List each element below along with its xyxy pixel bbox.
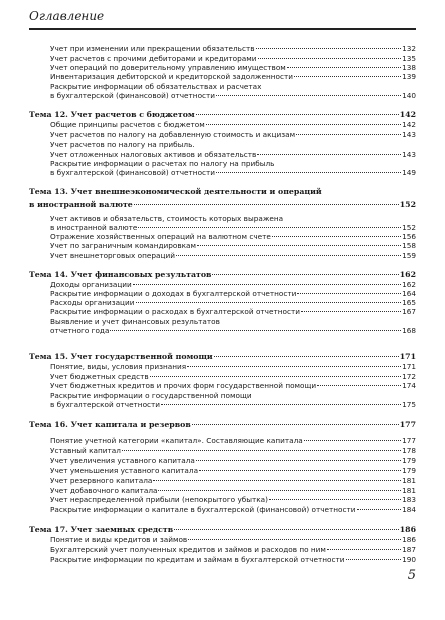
toc-entry-title: Доходы организации	[50, 280, 132, 289]
toc-entry-title: Понятие учетной категории «капитал». Составляющие капитала	[50, 436, 303, 445]
toc-entry[interactable]	[50, 241, 416, 250]
dot-leader	[134, 204, 399, 205]
toc-entry[interactable]	[50, 372, 416, 381]
toc-entry[interactable]	[50, 362, 416, 371]
toc-entry-title: в бухгалтерской (финансовой) отчетности	[50, 91, 216, 100]
toc-page-number: 132	[402, 44, 416, 53]
toc-entry-title: Учет нераспределенной прибыли (непокрытого убытка)	[50, 495, 269, 504]
toc-entry-title: Тема 17. Учет заемных средств	[29, 525, 174, 534]
toc-entry-continued: Раскрытие информации об обязательствах и расчетах	[50, 82, 262, 91]
toc-entry-title: Уставный капитал	[50, 446, 121, 455]
dot-leader	[188, 539, 401, 540]
toc-entry[interactable]	[50, 446, 416, 455]
toc-entry[interactable]	[50, 251, 416, 260]
toc-entry[interactable]	[50, 456, 416, 465]
toc-entry[interactable]	[50, 495, 416, 504]
toc-page-number: 179	[402, 456, 416, 465]
toc-entry[interactable]	[50, 400, 416, 409]
toc-page-number: 181	[402, 476, 416, 485]
toc-entry-title: Инвентаризация дебиторской и кредиторской задолженности	[50, 72, 293, 81]
toc-page-number: 138	[402, 63, 416, 72]
toc-entry[interactable]	[50, 72, 416, 81]
toc-entry[interactable]	[50, 130, 416, 139]
toc-entry-title: Учет увеличения уставного капитала	[50, 456, 195, 465]
toc-entry[interactable]	[50, 436, 416, 445]
dot-leader	[346, 559, 401, 560]
dot-leader	[304, 440, 401, 441]
toc-page-number: 143	[402, 130, 416, 139]
toc-entry-title: Понятие и виды кредитов и займов	[50, 535, 188, 544]
dot-leader	[197, 245, 401, 246]
dot-leader	[153, 480, 401, 481]
toc-page-number: 190	[402, 555, 416, 564]
dot-leader	[176, 255, 401, 256]
toc-section-heading[interactable]	[29, 525, 416, 534]
toc-page-number: 156	[402, 232, 416, 241]
dot-leader	[269, 499, 401, 500]
toc-page-number: 171	[402, 362, 416, 371]
toc-page-number: 142	[399, 110, 416, 119]
dot-leader	[216, 95, 401, 96]
dot-leader	[287, 67, 401, 68]
toc-entry[interactable]	[50, 168, 416, 177]
toc-entry-title: Учет отложенных налоговых активов и обязательств	[50, 150, 257, 159]
toc-entry[interactable]	[50, 91, 416, 100]
toc-entry-title: Тема 15. Учет государственной помощи	[29, 352, 213, 361]
toc-entry[interactable]	[50, 289, 416, 298]
toc-entry[interactable]	[50, 63, 416, 72]
toc-entry-title: Тема 14. Учет финансовых результатов	[29, 270, 212, 279]
dot-leader	[206, 124, 401, 125]
toc-section-heading: Тема 13. Учет внешнеэкономической деятельности и операций	[29, 187, 322, 196]
toc-entry-title: Учет расчетов с прочими дебиторами и кредиторами	[50, 54, 257, 63]
dot-leader	[196, 114, 399, 115]
dot-leader	[257, 154, 401, 155]
toc-page-number: 172	[402, 372, 416, 381]
toc-page-number: 140	[402, 91, 416, 100]
dot-leader	[158, 490, 401, 491]
toc-entry-title: Учет уменьшения уставного капитала	[50, 466, 199, 475]
dot-leader	[296, 134, 401, 135]
toc-page-number: 139	[402, 72, 416, 81]
toc-entry-title: Учет резервного капитала	[50, 476, 153, 485]
toc-entry-title: Раскрытие информации о капитале в бухгалтерской (финансовой) отчетности	[50, 505, 356, 514]
dot-leader	[122, 450, 401, 451]
toc-entry[interactable]	[50, 223, 416, 232]
toc-page-number: 183	[402, 495, 416, 504]
toc-entry[interactable]	[50, 555, 416, 564]
dot-leader	[327, 549, 401, 550]
toc-section-heading[interactable]	[29, 110, 416, 119]
dot-leader	[192, 424, 399, 425]
dot-leader	[187, 366, 401, 367]
toc-entry-title: Общие принципы расчетов с бюджетом	[50, 120, 205, 129]
toc-entry[interactable]	[50, 54, 416, 63]
toc-entry-title: в бухгалтерской отчетности	[50, 400, 161, 409]
toc-entry[interactable]	[50, 326, 416, 335]
toc-entry-title: Раскрытие информации по кредитам и займам в бухгалтерской отчетности	[50, 555, 345, 564]
dot-leader	[150, 376, 401, 377]
dot-leader	[317, 385, 401, 386]
dot-leader	[294, 76, 401, 77]
toc-entry[interactable]	[50, 120, 416, 129]
dot-leader	[174, 529, 399, 530]
toc-entry[interactable]	[50, 466, 416, 475]
toc-page-number: 178	[402, 446, 416, 455]
toc-entry-continued: Учет активов и обязательств, стоимость которых выражена	[50, 214, 284, 223]
dot-leader	[133, 284, 401, 285]
toc-page-number: 171	[399, 352, 416, 361]
dot-leader	[216, 172, 401, 173]
toc-entry-title: Раскрытие информации о доходах в бухгалтерской отчетности	[50, 289, 297, 298]
toc-entry-title: Учет добавочного капитала	[50, 486, 158, 495]
toc-entry-title: Отражение хозяйственных операций на валютном счете	[50, 232, 271, 241]
toc-entry-title: Тема 12. Учет расчетов с бюджетом	[29, 110, 195, 119]
dot-leader	[214, 356, 399, 357]
toc-page-number: 165	[402, 298, 416, 307]
toc-entry-title: Учет расчетов по налогу на добавленную стоимость и акцизам	[50, 130, 296, 139]
toc-entry-continued: Выявление и учет финансовых результатов	[50, 317, 220, 326]
toc-page-number: 167	[402, 307, 416, 316]
toc-entry-title: Расходы организации	[50, 298, 135, 307]
toc-entry[interactable]	[50, 476, 416, 485]
toc-section-heading[interactable]	[29, 200, 416, 209]
toc-entry-title: Раскрытие информации о расходах в бухгалтерской отчетности	[50, 307, 300, 316]
toc-section-heading[interactable]	[29, 352, 416, 361]
toc-entry[interactable]	[50, 232, 416, 241]
toc-page-number: 152	[399, 200, 416, 209]
toc-entry-title: Учет операций по доверительному управлению имуществом	[50, 63, 286, 72]
toc-entry-title: Бухгалтерский учет полученных кредитов и займов и расходов по ним	[50, 545, 326, 554]
toc-entry[interactable]	[50, 298, 416, 307]
toc-entry-title: Понятие, виды, условия признания	[50, 362, 187, 371]
running-header: Оглавление	[29, 9, 105, 23]
dot-leader	[258, 58, 402, 59]
page-number: 5	[407, 568, 416, 583]
toc-page-number: 158	[402, 241, 416, 250]
dot-leader	[272, 236, 401, 237]
toc-page-number: 162	[399, 270, 416, 279]
toc-entry-title: Учет бюджетных кредитов и прочих форм государственной помощи	[50, 381, 317, 390]
dot-leader	[199, 470, 401, 471]
toc-entry-continued: Учет расчетов по налогу на прибыль.	[50, 140, 195, 149]
toc-entry-continued: Раскрытие информации о государственной помощи	[50, 391, 252, 400]
toc-page-number: 174	[402, 381, 416, 390]
dot-leader	[161, 404, 401, 405]
toc-page-number: 177	[402, 436, 416, 445]
toc-entry[interactable]	[50, 381, 416, 390]
toc-page-number: 142	[402, 120, 416, 129]
header-rule	[29, 28, 416, 30]
toc-entry-title: Тема 16. Учет капитала и резервов	[29, 420, 191, 429]
dot-leader	[196, 460, 401, 461]
dot-leader	[357, 509, 402, 510]
toc-page-number: 177	[399, 420, 416, 429]
toc-entry-title: Учет при изменении или прекращении обязательств	[50, 44, 255, 53]
toc-page-number: 152	[402, 223, 416, 232]
toc-page-number: 186	[399, 525, 416, 534]
toc-entry[interactable]	[50, 545, 416, 554]
toc-page-number: 143	[402, 150, 416, 159]
toc-page-number: 181	[402, 486, 416, 495]
toc-page-number: 187	[402, 545, 416, 554]
toc-entry-continued: Раскрытие информации о расчетах по налогу на прибыль	[50, 159, 275, 168]
toc-page-number: 149	[402, 168, 416, 177]
dot-leader	[110, 330, 401, 331]
toc-entry-title: в иностранной валюте	[50, 223, 138, 232]
toc-entry-title: Учет бюджетных средств	[50, 372, 149, 381]
toc-entry-title: Учет по заграничным командировкам	[50, 241, 197, 250]
toc-entry[interactable]	[50, 307, 416, 316]
dot-leader	[256, 48, 401, 49]
dot-leader	[301, 311, 401, 312]
dot-leader	[212, 274, 398, 275]
toc-entry[interactable]	[50, 150, 416, 159]
toc-page-number: 164	[402, 289, 416, 298]
toc-entry[interactable]	[50, 505, 416, 514]
toc-section-heading[interactable]	[29, 270, 416, 279]
toc-page-number: 184	[402, 505, 416, 514]
toc-page-number: 135	[402, 54, 416, 63]
toc-entry[interactable]	[50, 280, 416, 289]
toc-entry[interactable]	[50, 44, 416, 53]
toc-page-number: 175	[402, 400, 416, 409]
dot-leader	[138, 227, 401, 228]
toc-entry[interactable]	[50, 535, 416, 544]
toc-entry[interactable]	[50, 486, 416, 495]
toc-page-number: 186	[402, 535, 416, 544]
toc-section-heading[interactable]	[29, 420, 416, 429]
toc-entry-title: в бухгалтерской (финансовой) отчетности	[50, 168, 216, 177]
toc-page-number: 162	[402, 280, 416, 289]
toc-entry-title: отчетного года	[50, 326, 110, 335]
dot-leader	[136, 302, 401, 303]
toc-page-number: 179	[402, 466, 416, 475]
toc-entry-title: в иностранной валюте	[29, 200, 133, 209]
dot-leader	[297, 293, 401, 294]
toc-page-number: 159	[402, 251, 416, 260]
toc-page-number: 168	[402, 326, 416, 335]
toc-entry-title: Учет внешнеторговых операций	[50, 251, 175, 260]
